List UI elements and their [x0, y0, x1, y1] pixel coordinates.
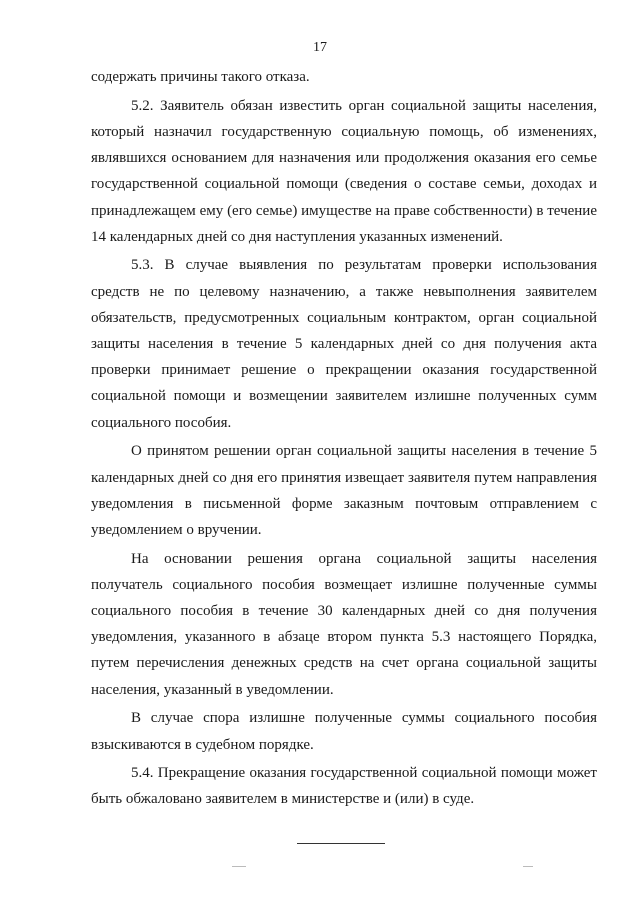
paragraph-5-4: 5.4. Прекращение оказания государственной социальной помощи может быть обжаловано заявителем в министерстве и (или) в суде.: [91, 765, 597, 808]
scan-artifact: [232, 866, 246, 867]
paragraph-dispute: В случае спора излишне полученные суммы социального пособия взыскиваются в судебном порядке.: [91, 710, 597, 753]
scan-artifact: [523, 866, 533, 867]
paragraph-decision-notice: О принятом решении орган социальной защиты населения в течение 5 календарных дней со дня его принятия извещает заявителя путем направления уведомления в письменной форме заказным почтовым отправлением с уведомлением о вручении.: [91, 443, 597, 538]
page-number: 17: [313, 40, 327, 55]
paragraph-continuation: содержать причины такого отказа.: [91, 69, 310, 85]
paragraph-reimbursement: На основании решения органа социальной защиты населения получатель социального пособия возмещает излишне полученные суммы социального пособия в течение 30 календарных дней со дня получения уведомления, указанного в абзаце втором пункта 5.3 настоящего Порядка, путем перечисления денежных средств на счет органа социальной защиты населения, указанный в уведомлении.: [91, 550, 597, 698]
document-body: [91, 64, 597, 813]
end-divider-line: [297, 843, 385, 844]
paragraph-5-2: 5.2. Заявитель обязан известить орган социальной защиты населения, который назначил государственную социальную помощь, об изменениях, являвшихся основанием для назначения или продолжения оказания его семье государственной социальной помощи (сведения о составе семьи, доходах и принадлежащем ему (его семье) имуществе на праве собственности) в течение 14 календарных дней со дня наступления указанных изменений.: [91, 97, 597, 245]
paragraph-5-3: 5.3. В случае выявления по результатам проверки использования средств не по целевому назначению, а также невыполнения заявителем обязательств, предусмотренных социальным контрактом, орган социальной защиты населения в течение 5 календарных дней со дня получения акта проверки принимает решение о прекращении оказания государственной социальной помощи и возмещении заявителем излишне полученных сумм социального пособия.: [91, 257, 597, 431]
